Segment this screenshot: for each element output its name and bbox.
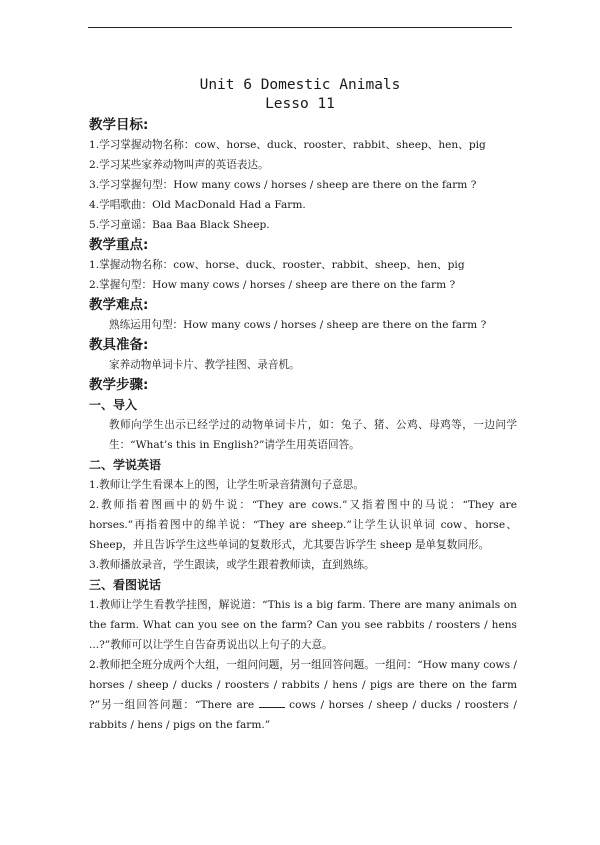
paragraph: 1.教师让学生看教学挂图，解说道：“This is a big farm. There are many animals on the farm. What can you see on the farm? Can you see rabbits / roosters / hens ...?”教师可以让学生自告奋勇说出以上句子的大意。 (89, 599, 517, 651)
paragraph-text-after-blank: cows / horses / sheep / ducks / roosters / rabbits / hens / pigs on the farm.” (89, 699, 518, 731)
key-points-heading: 教学重点: (89, 237, 149, 253)
goal-item: 5.学习童谣：Baa Baa Black Sheep. (89, 219, 270, 231)
goal-item: 4.学唱歌曲：Old MacDonald Had a Farm. (89, 199, 306, 211)
paragraph: 1.教师让学生看课本上的图，让学生听录音猜测句子意思。 (89, 479, 364, 491)
document-body (89, 115, 517, 735)
key-point-item: 1.掌握动物名称：cow、horse、duck、rooster、rabbit、sheep、hen、pig (89, 259, 465, 271)
difficulties-text: 熟练运用句型：How many cows / horses / sheep are there on the farm ? (109, 319, 487, 331)
key-point-item: 2.掌握句型：How many cows / horses / sheep are there on the farm ? (89, 279, 456, 291)
goal-item: 1.学习掌握动物名称：cow、horse、duck、rooster、rabbit、sheep、hen、pig (89, 139, 486, 151)
paragraph-with-blank (89, 655, 517, 735)
paragraph-text-before-blank: 2.教师把全班分成两个大组，一组问问题，另一组回答问题。一组问：“How many cows / horses / sheep / ducks / roosters / rabbits / hens / pigs are there on the farm ?”另一组回答问题：“There are (89, 659, 517, 711)
document-title: Unit 6 Domestic Animals (199, 77, 401, 93)
materials-heading: 教具准备: (89, 337, 149, 353)
goal-item: 2.学习某些家养动物叫声的英语表达。 (89, 159, 269, 171)
section-heading: 二、学说英语 (89, 458, 162, 472)
header-rule (88, 27, 512, 28)
goals-heading: 教学目标: (89, 117, 149, 133)
difficulties-heading: 教学难点: (89, 297, 149, 313)
goal-item: 3.学习掌握句型：How many cows / horses / sheep are there on the farm ? (89, 179, 477, 191)
section-heading: 一、导入 (89, 398, 138, 412)
paragraph: 教师向学生出示已经学过的动物单词卡片，如：兔子、猪、公鸡、母鸡等，一边问学生：“What’s this in English?”请学生用英语回答。 (109, 419, 517, 451)
materials-text: 家养动物单词卡片、教学挂图、录音机。 (109, 359, 300, 371)
steps-heading: 教学步骤: (89, 377, 149, 393)
paragraph: 3.教师播放录音，学生跟读，或学生跟着教师读，直到熟练。 (89, 559, 375, 571)
document-subtitle: Lesso 11 (265, 96, 335, 112)
fill-in-blank (259, 697, 285, 708)
section-heading: 三、看图说话 (89, 578, 162, 592)
paragraph: 2.教师指着图画中的奶牛说：“They are cows.”又指着图中的马说：“They are horses.”再指着图中的绵羊说：“They are sheep.”让学生认识单词 cow、horse、Sheep，并且告诉学生这些单词的复数形式，尤其要告诉学生 sheep 是单复数同形。 (89, 499, 517, 551)
